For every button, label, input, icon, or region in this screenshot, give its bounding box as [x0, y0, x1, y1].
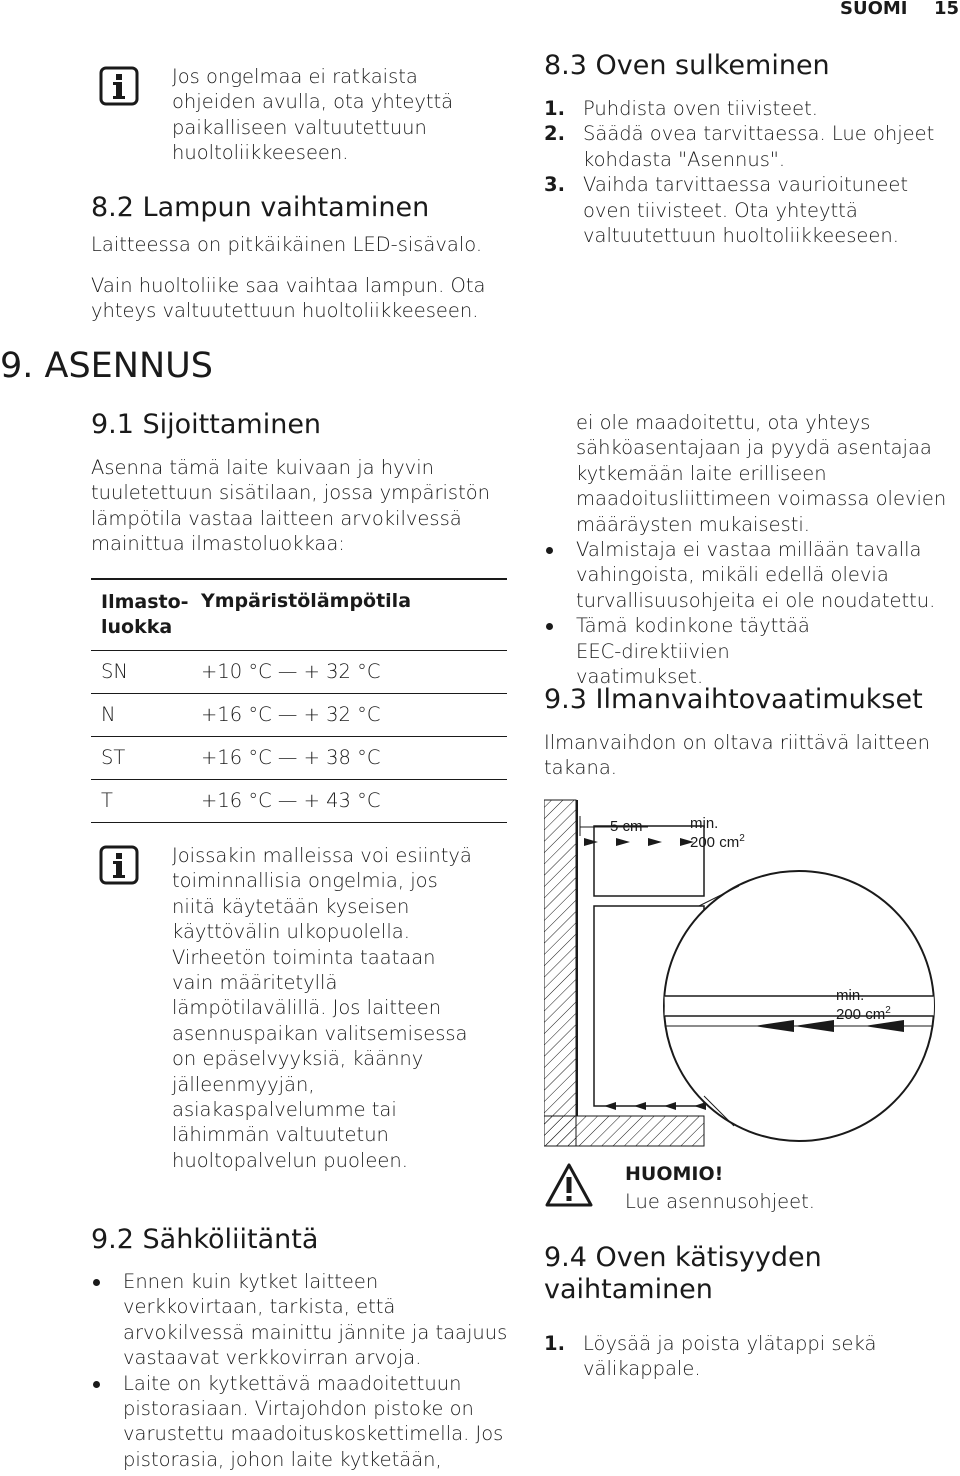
section-heading-9-1: 9.1 Sijoittaminen — [91, 409, 322, 440]
list-item — [544, 121, 954, 172]
ventilation-diagram — [544, 796, 958, 1152]
table-cell-class: SN — [101, 660, 128, 683]
section-heading-9-3: 9.3 Ilmanvaihtovaatimukset — [544, 684, 923, 715]
section-heading-8-2: 8.2 Lampun vaihtaminen — [91, 192, 430, 223]
table-header-row — [91, 580, 507, 651]
section-heading-9-2: 9.2 Sähköliitäntä — [91, 1224, 319, 1255]
step-number: 1. — [544, 97, 565, 120]
bullet-icon — [93, 1381, 100, 1388]
step-text: Vaihda tarvittaessa vaurioituneet oven tiivisteet. Ota yhteyttä valtuutettuun huoltoliikkeeseen. — [583, 173, 908, 248]
figure-label-bottom-area-text: 200 cm — [836, 1006, 886, 1023]
list-item — [544, 1331, 954, 1382]
numbered-list — [544, 1331, 954, 1382]
table-row — [91, 737, 507, 780]
bullet-icon — [93, 1279, 100, 1286]
table-cell-class: N — [101, 703, 116, 726]
figure-label-top-area-text: 200 cm — [690, 834, 740, 851]
table-cell-temp: +10 °C — + 32 °C — [201, 660, 381, 683]
bullet-list — [91, 1269, 511, 1472]
info-icon — [99, 66, 139, 106]
step-number: 3. — [544, 173, 565, 197]
list-item — [544, 537, 954, 613]
section-heading-8-3: 8.3 Oven sulkeminen — [544, 50, 830, 81]
figure-label-bottom-area — [836, 1005, 891, 1023]
list-item — [544, 172, 954, 248]
step-number: 2. — [544, 122, 565, 146]
warning-icon — [544, 1162, 594, 1208]
table-header-class: Ilmasto- luokka — [101, 591, 189, 638]
table-header-temp: Ympäristölämpötila — [201, 590, 412, 612]
figure-label-top-min: min. — [690, 815, 719, 832]
section-8-2-para2: Vain huoltoliike saa vaihtaa lampun. Ota yhteys valtuutettuun huoltoliikkeeseen. — [91, 274, 486, 323]
section-8-2-para1: Laitteessa on pitkäikäinen LED-sisävalo. — [91, 233, 483, 256]
section-9-1-para: Asenna tämä laite kuivaan ja hyvin tuuletettuun sisätilaan, jossa ympäristön lämpötila vastaa laitteen arvokilvessä mainittua ilmastoluokkaa: — [91, 456, 491, 556]
table-cell-temp: +16 °C — + 32 °C — [201, 703, 381, 726]
bullet-list — [544, 537, 954, 689]
bullet-icon — [546, 547, 553, 554]
list-item — [91, 1269, 511, 1371]
table-cell-temp: +16 °C — + 38 °C — [201, 746, 381, 769]
figure-label-gap: 5 cm — [610, 818, 643, 835]
table-row — [91, 780, 507, 823]
page-number: 15 — [934, 0, 960, 19]
step-text: Säädä ovea tarvittaessa. Lue ohjeet kohdasta "Asennus". — [583, 122, 935, 171]
section-9-3-para: Ilmanvaihdon on oltava riittävä laitteen takana. — [544, 731, 930, 780]
section-heading-9-4: 9.4 Oven kätisyyden vaihtaminen — [544, 1242, 822, 1305]
chapter-heading-9: 9. ASENNUS — [0, 346, 213, 386]
list-item-text: Tämä kodinkone täyttää EEC-direktiivien vaatimukset. — [576, 614, 810, 689]
step-text: Puhdista oven tiivisteet. — [583, 97, 818, 120]
step-number: 1. — [544, 1332, 565, 1355]
table-cell-class: ST — [101, 746, 126, 769]
figure-label-top-area — [690, 833, 745, 851]
numbered-list — [544, 96, 954, 248]
list-item-text: Ennen kuin kytket laitteen verkkovirtaan, tarkista, että arvokilvessä mainittu jännite ja taajuus vastaavat verkkovirran arvoja. — [123, 1270, 508, 1370]
table-cell-class: T — [101, 789, 113, 812]
table-cell-temp: +16 °C — + 43 °C — [201, 789, 381, 812]
info-note-text: Jos ongelmaa ei ratkaista ohjeiden avulla, ota yhteyttä paikalliseen valtuutettuun huoltoliikkeeseen. — [172, 65, 454, 165]
figure-label-superscript: 2 — [885, 1005, 891, 1016]
list-item-text: Valmistaja ei vastaa millään tavalla vahingoista, mikäli edellä olevia turvallisuusohjeita ei ole noudatettu. — [576, 538, 936, 612]
header-language: SUOMI — [840, 0, 908, 19]
info-icon — [99, 845, 139, 885]
list-item — [544, 96, 954, 121]
info-note-text: Joissakin malleissa voi esiintyä toiminnallisia ongelmia, jos niitä käytetään kyseisen käyttövälin ulkopuolella. Virheetön toiminta taataan vain määritetyllä lämpötilavälillä. Jos laitteen asennuspaikan valitsemisessa on epäselvyyksiä, käänny jälleenmyyjän, asiakaspalvelumme tai lähimmän valtuutetun huoltopalvelun puoleen. — [172, 844, 472, 1172]
continued-paragraph: ei ole maadoitettu, ota yhteys sähköasentajaan ja pyydä asentajaa kytkemään laite erilliseen maadoitusliittimeen voimassa olevien määräysten mukaisesti. — [576, 411, 947, 536]
list-item — [544, 613, 856, 689]
figure-label-superscript: 2 — [739, 833, 745, 844]
table-row — [91, 651, 507, 694]
list-item — [91, 1371, 511, 1473]
warning-title: HUOMIO! — [625, 1163, 724, 1185]
bullet-icon — [546, 623, 553, 630]
figure-label-bottom-min: min. — [836, 987, 865, 1004]
list-item-text: Laite on kytkettävä maadoitettuun pistorasiaan. Virtajohdon pistoke on varustettu maadoituskoskettimella. Jos pistorasia, johon laite kytketään, — [123, 1371, 504, 1471]
step-text: Löysää ja poista ylätappi sekä välikappale. — [583, 1332, 877, 1381]
warning-text: Lue asennusohjeet. — [625, 1190, 815, 1213]
table-row — [91, 694, 507, 737]
